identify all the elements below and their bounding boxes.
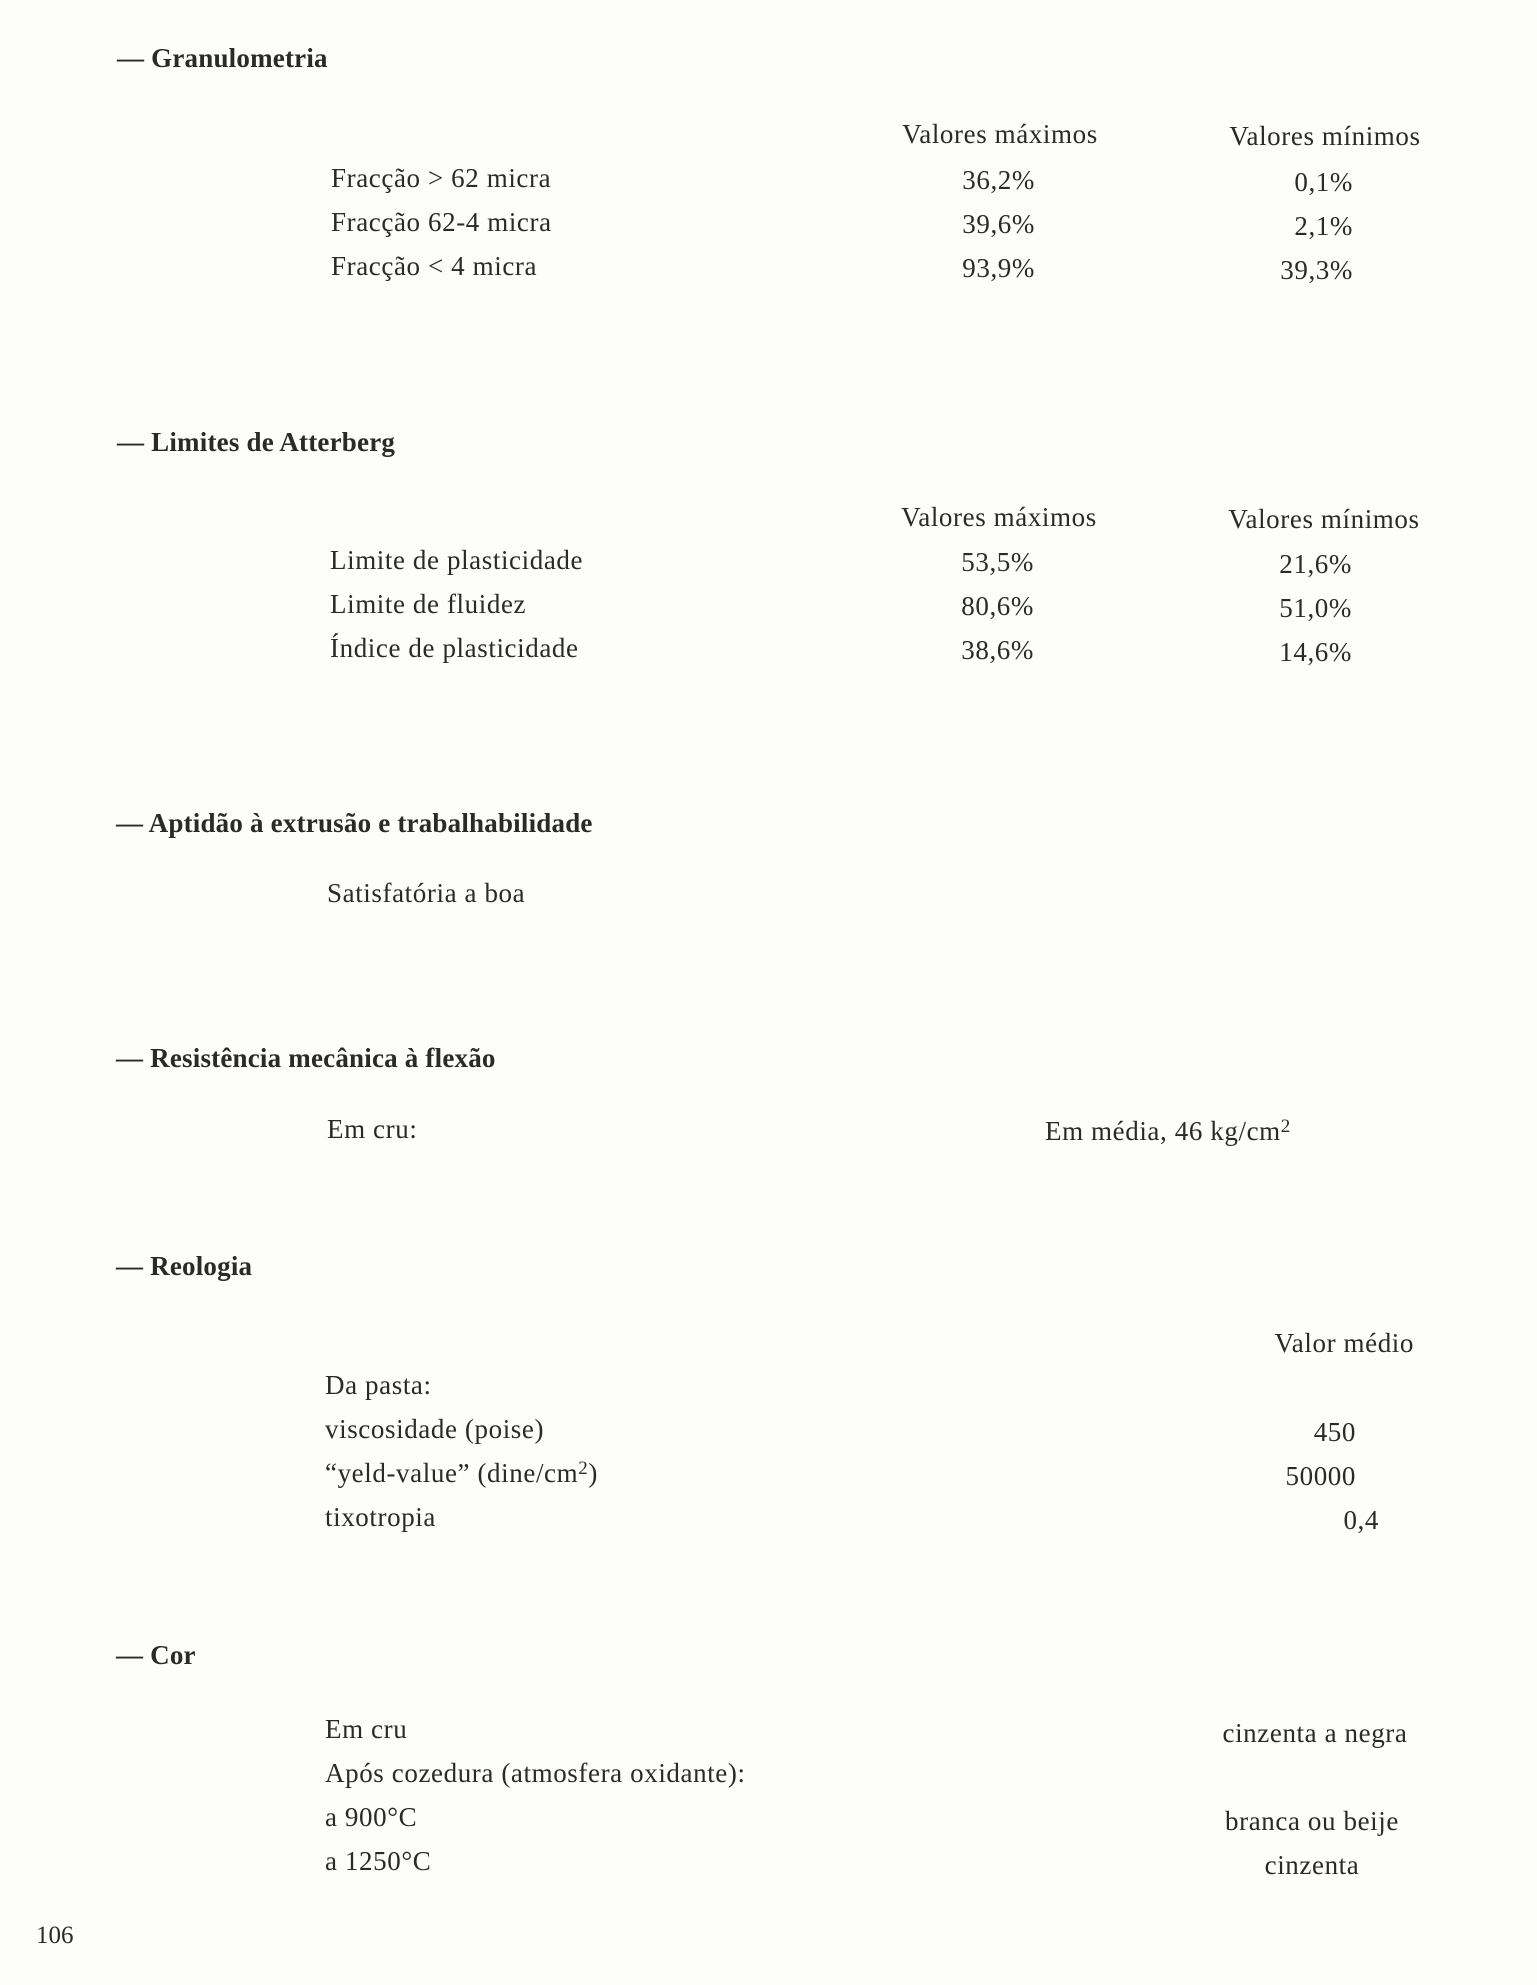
row-max: 38,6% [961, 635, 1034, 665]
column-header-valor-medio: Valor médio [1274, 1328, 1414, 1358]
reologia-intro: Da pasta: [325, 1370, 432, 1400]
row-min: 51,0% [1279, 593, 1352, 623]
row-label: Em cru [325, 1714, 408, 1744]
row-min: 21,6% [1279, 549, 1352, 579]
section-heading-atterberg: — Limites de Atterberg [117, 427, 396, 457]
column-header-min: Valores mínimos [1228, 504, 1420, 534]
row-label: Índice de plasticidade [330, 633, 579, 663]
row-max: 53,5% [961, 547, 1034, 577]
row-max: 80,6% [961, 591, 1034, 621]
row-label: “yeld-value” $(dine/cm^2)$ [325, 1458, 598, 1488]
row-label: Após cozedura (atmosfera oxidante): [325, 1758, 746, 1788]
section-heading-reologia: — Reologia [116, 1251, 253, 1281]
row-min: 2,1% [1294, 211, 1353, 241]
column-header-max: Valores máximos [902, 119, 1098, 149]
section-heading-aptidao: — Aptidão à extrusão e trabalhabilidade [116, 808, 593, 838]
row-label: Fracção > 62 micra [331, 163, 552, 193]
section-heading-granulometria: — Granulometria [117, 43, 328, 73]
section-heading-cor: — Cor [116, 1640, 196, 1670]
row-value: 0,4 [1343, 1505, 1379, 1535]
section-heading-resistencia: — Resistência mecânica à flexão [116, 1043, 496, 1073]
resistencia-value: Em média, 46 $kg/cm^2$ [1045, 1116, 1291, 1146]
row-min: 0,1% [1294, 167, 1353, 197]
row-label: Limite de fluidez [330, 589, 527, 619]
row-label: Fracção < 4 micra [331, 251, 538, 281]
row-value: cinzenta a negra [1222, 1718, 1408, 1748]
page-number: 106 [36, 1922, 74, 1949]
row-label: Fracção 62-4 micra [331, 207, 552, 237]
row-label: Limite de plasticidade [330, 545, 584, 575]
aptidao-text: Satisfatória a boa [327, 878, 526, 908]
row-max: 93,9% [962, 253, 1035, 283]
row-value: cinzenta [1264, 1850, 1360, 1880]
row-label: viscosidade (poise) [325, 1414, 545, 1444]
row-min: 14,6% [1279, 637, 1352, 667]
row-min: 39,3% [1280, 255, 1353, 285]
row-max: 39,6% [962, 209, 1035, 239]
row-label: a 1250°C [325, 1846, 432, 1876]
row-label: tixotropia [325, 1502, 436, 1532]
row-value: branca ou beije [1225, 1806, 1399, 1836]
resistencia-label: Em cru: [327, 1114, 418, 1144]
column-header-min: Valores mínimos [1229, 121, 1421, 151]
row-value: 50000 [1285, 1461, 1356, 1491]
column-header-max: Valores máximos [901, 502, 1097, 532]
row-value: 450 [1313, 1417, 1356, 1447]
row-max: 36,2% [962, 165, 1035, 195]
row-label: a 900°C [325, 1802, 418, 1832]
